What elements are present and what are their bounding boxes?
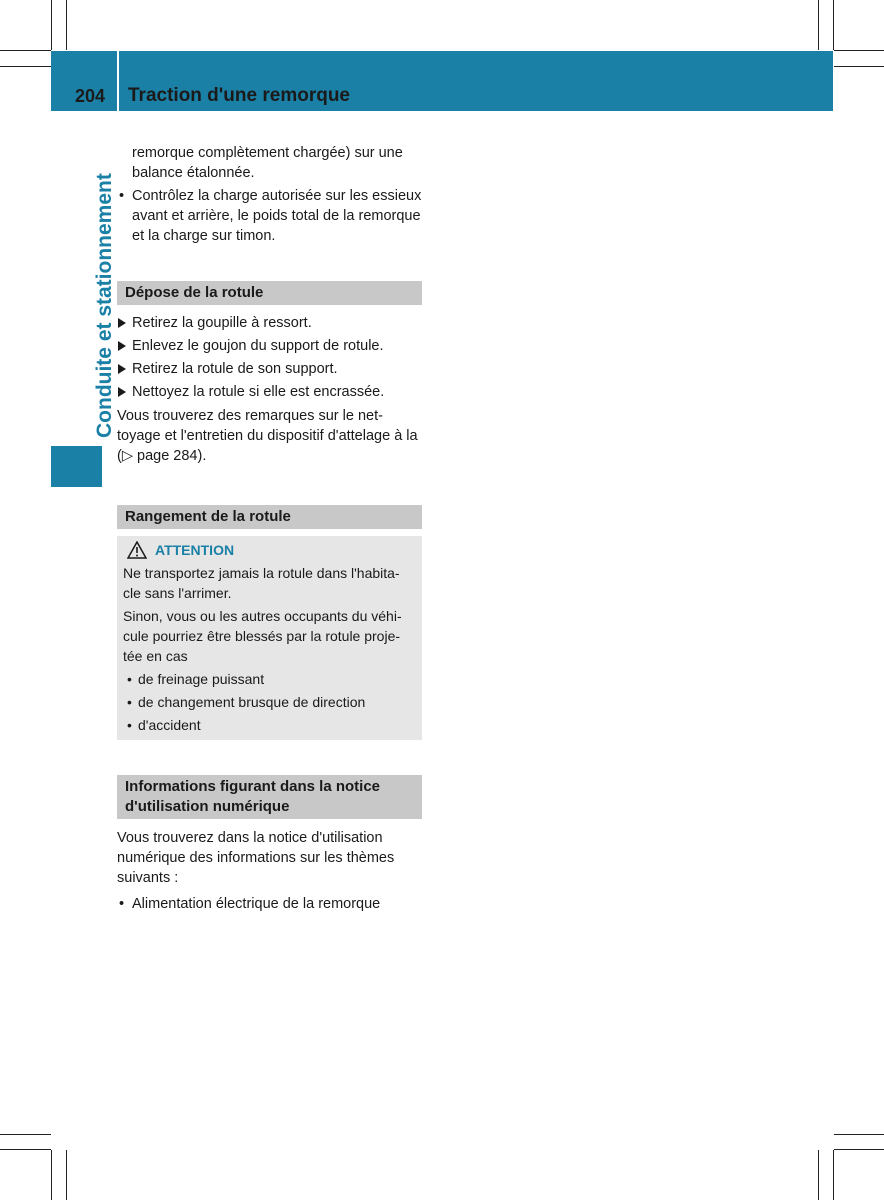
step-item [117,382,422,402]
list-item-text: Alimentation électrique de la remorque [132,896,381,912]
section-heading: Informations figurant dans la notice d'utilisation numérique [117,775,422,819]
intro-block [117,143,422,246]
crop-mark [0,66,51,67]
list-item-text: de changement brusque de direction [138,694,366,710]
side-tab-label: Conduite et stationnement [93,173,116,438]
step-text: Enlevez le goujon du support de rotule. [132,338,384,354]
step-item [117,359,422,379]
bullet-icon: • [127,694,132,710]
triangle-right-icon [118,387,126,397]
removal-steps [117,310,422,466]
triangle-right-icon [118,364,126,374]
digital-notice-text: Vous trouverez dans la notice d'utilisation numérique des informations sur les thèmes suivants : [117,830,395,886]
bullet-icon: • [127,717,132,733]
digital-notice-block [117,828,422,914]
warning-title [123,540,416,560]
triangle-right-icon [118,318,126,328]
crop-mark [834,1149,884,1150]
side-tab-marker [51,446,102,487]
intro-continuation: remorque complètement chargée) sur une balance étalonnée. [132,145,403,181]
crop-mark [818,1150,819,1200]
list-item-text: de freinage puissant [138,671,265,687]
list-item [117,894,422,914]
triangle-right-icon [118,341,126,351]
header-divider [117,51,119,111]
warning-triangle-icon [127,541,147,559]
bullet-icon: • [119,896,125,912]
step-item [117,313,422,333]
crop-mark [51,1150,52,1200]
step-text: Nettoyez la rotule si elle est encrassée. [132,384,385,400]
chapter-title: Traction d'une remorque [128,85,350,106]
warning-label: ATTENTION [155,542,235,558]
crop-mark [51,0,52,50]
list-item [123,715,416,735]
bullet-icon: • [127,671,132,687]
crop-mark [66,1150,67,1200]
section-heading: Rangement de la rotule [117,505,422,529]
crop-mark [0,1149,51,1150]
warning-text: Ne transportez jamais la rotule dans l'habita-cle sans l'arrimer. [123,565,400,601]
warning-text: Sinon, vous ou les autres occupants du véhi-cule pourriez être blessés par la rotule proje-tée en cas [123,608,402,664]
crop-mark [0,50,51,51]
list-item-text: Contrôlez la charge autorisée sur les essieux avant et arrière, le poids total de la remorque et la charge sur timon. [132,188,422,244]
list-item-text: d'accident [138,717,201,733]
crop-mark [834,66,884,67]
step-text: Retirez la goupille à ressort. [132,315,312,331]
crop-mark [833,1150,834,1200]
list-item [123,669,416,689]
step-item [117,336,422,356]
crop-mark [833,0,834,50]
crop-mark [66,0,67,50]
bullet-icon: • [119,188,125,204]
crop-mark [834,1134,884,1135]
page-number: 204 [75,86,106,106]
warning-box [117,536,422,740]
crop-mark [818,0,819,50]
crop-mark [834,50,884,51]
step-text: Retirez la rotule de son support. [132,361,338,377]
list-item [117,186,422,246]
maintenance-note: Vous trouverez des remarques sur le net-toyage et l'entretien du dispositif d'attelage à la (▷ page 284). [117,408,418,464]
crop-mark [0,1134,51,1135]
list-item [123,692,416,712]
section-heading: Dépose de la rotule [117,281,422,305]
